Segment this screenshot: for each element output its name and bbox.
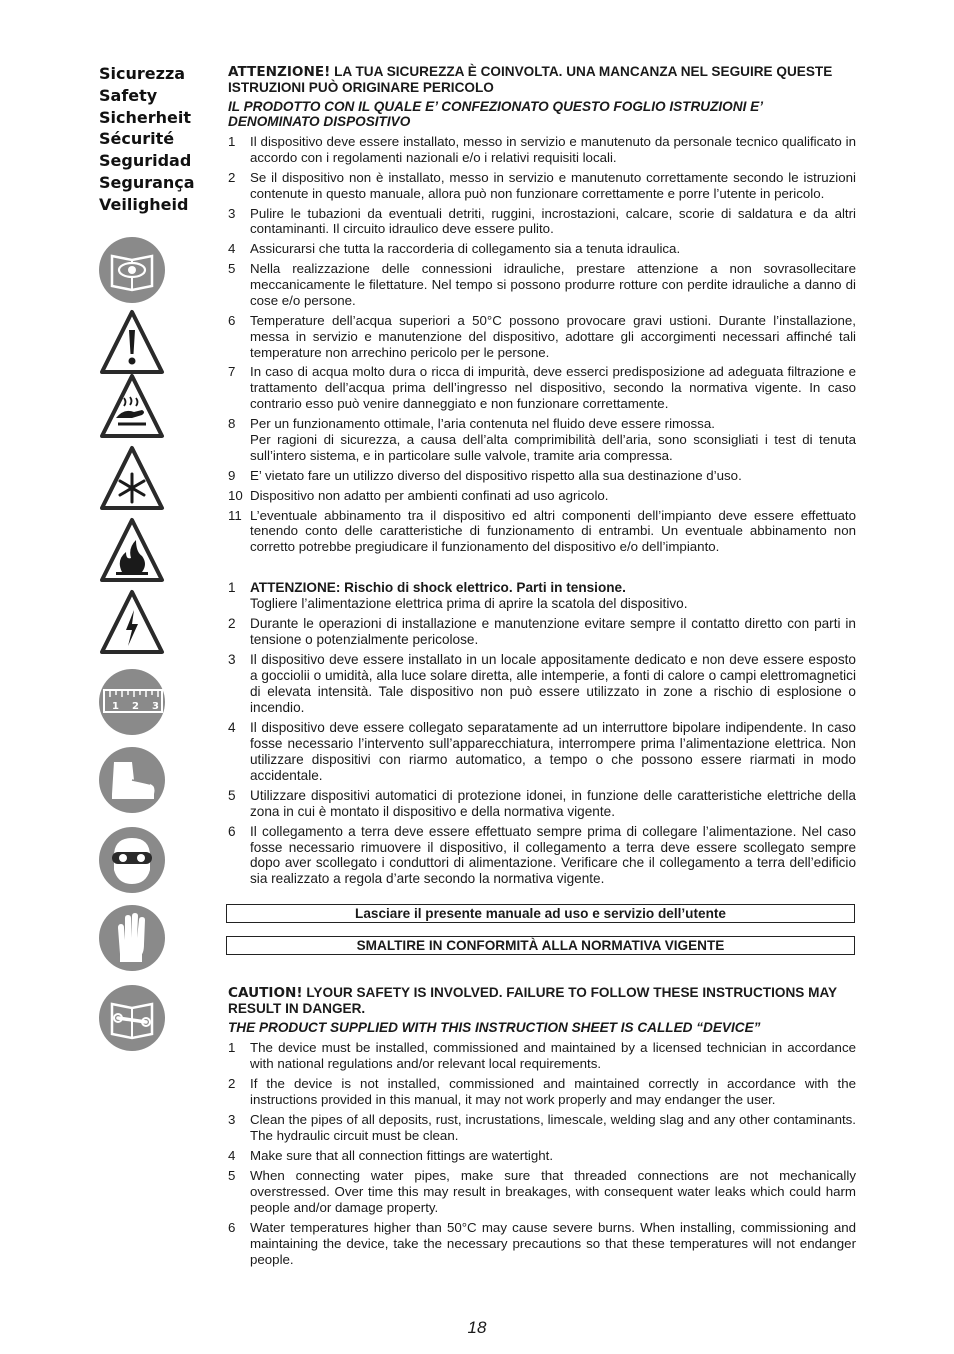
heading-french: Sécurité	[99, 129, 175, 149]
svg-text:2: 2	[132, 701, 139, 712]
item-number: 1	[228, 134, 236, 149]
frost-hazard-icon	[98, 444, 166, 512]
read-manual-icon	[98, 236, 166, 304]
dispose-notice: SMALTIRE IN CONFORMITÀ ALLA NORMATIVA VIGENTE	[226, 936, 855, 955]
italian-attention-heading: ATTENZIONE! LA TUA SICUREZZA È COINVOLTA. UNA MANCANZA NEL SEGUIRE QUESTE ISTRUZIONI PUÒ ORIGINARE PERICOLO	[228, 64, 833, 95]
item-body: Il dispositivo deve essere collegato separatamente ad un interruttore bipolare indipendente. In caso fosse necessario l’intervento sull’apparecchiatura, interrompere prima l’alimentazione elettrica. Non utilizzare dispositivi con riarmo automatico, a tempo o che possono essere riarmati in modo accidentale.	[250, 719, 856, 783]
heading-german: Sicherheit	[99, 107, 191, 127]
item-number: 4	[228, 241, 236, 257]
item-number: 2	[228, 169, 236, 185]
list-item	[228, 364, 856, 411]
item-text	[250, 134, 856, 166]
english-general-safety	[228, 985, 856, 1272]
italian-product-note: IL PRODOTTO CON IL QUALE E’ CONFEZIONATO QUESTO FOGLIO ISTRUZIONI E’ DENOMINATO DISPOSITIVO	[228, 99, 763, 129]
item-text	[250, 1040, 856, 1072]
item-body: Il dispositivo deve essere installato in un locale appositamente dedicato e non deve essere esposto a gocciolii o umidità, alla luce solare diretta, alle intemperie, a fonti di calore o campi elettromagnetici di elevata intensità. Tale dispositivo non può essere utilizzato in zone a rischio di esplosione o incendio.	[250, 652, 856, 715]
english-list	[228, 1040, 856, 1268]
warning-exclamation-icon	[98, 308, 166, 376]
item-text	[250, 364, 856, 411]
list-item	[228, 241, 856, 257]
item-text	[250, 416, 856, 463]
safety-goggles-icon	[98, 826, 166, 894]
item-body: Togliere l’alimentazione elettrica prima di aprire la scatola del dispositivo.	[250, 595, 688, 611]
manual-keep-notice: Lasciare il presente manuale ad uso e servizio dell’utente	[226, 904, 855, 923]
item-body: Dispositivo non adatto per ambienti confinati ad uso agricolo.	[250, 487, 609, 503]
item-text	[250, 241, 856, 257]
item-number: 10	[228, 487, 243, 503]
list-item	[228, 1112, 856, 1144]
list-item	[228, 313, 856, 360]
item-text	[250, 206, 856, 238]
list-item	[228, 1076, 856, 1108]
item-text	[250, 1148, 856, 1164]
item-number: 2	[228, 616, 236, 631]
page-number: 18	[467, 1318, 487, 1337]
fire-hazard-icon	[98, 516, 166, 584]
item-body: Il collegamento a terra deve essere effettuato sempre prima di collegare l’alimentazione. Nel caso fosse necessario rimuovere il dispositivo, il collegamento a terra deve essere scollegato sempre dopo aver scollegato i conduttori di alimentazione. Verificare che il collegamento a terra dell’edificio sia realizzato a regola d’arte secondo la normativa vigente.	[250, 823, 856, 887]
item-text	[250, 720, 856, 784]
item-text	[250, 616, 856, 648]
item-body: In caso di acqua molto dura o ricca di impurità, deve esserci predisposizione ad adeguata filtrazione e trattamento dell’acqua prima dell’ingresso nel dispositivo, secondo la normativa vigente. In caso contrario esso può venire danneggiato e non funzionare correttamente.	[250, 364, 856, 412]
item-body: Per un funzionamento ottimale, l’aria contenuta nel fluido deve essere rimossa.	[250, 416, 715, 432]
item-number: 5	[228, 1168, 236, 1184]
item-text	[250, 1076, 856, 1108]
item-number: 5	[228, 787, 236, 803]
item-body: Pulire le tubazioni da eventuali detriti, ruggini, incrostazioni, calcare, scorie di saldatura e da altri contaminanti. Il circuito idraulico deve essere pulito.	[250, 205, 856, 237]
item-number: 1	[228, 580, 236, 595]
heading-portuguese: Segurança	[99, 172, 195, 192]
item-body: L’eventuale abbinamento tra il dispositivo ed altri componenti dell’impianto deve essere effettuato tenendo conto delle caratteristiche di funzionamento di entrambi. Un eventuale abbinamento non corretto potrebbe pregiudicare il funzionamento del dispositivo e/o dell’impianto.	[250, 507, 856, 555]
list-item	[228, 134, 856, 166]
item-number: 1	[228, 1040, 236, 1055]
item-text	[250, 788, 856, 820]
protective-glove-icon	[98, 904, 166, 972]
list-item	[228, 824, 856, 888]
italian-general-list	[228, 134, 856, 555]
item-text	[250, 824, 856, 888]
svg-text:3: 3	[152, 701, 159, 712]
list-item	[228, 468, 856, 484]
list-item	[228, 720, 856, 784]
english-caution-heading: CAUTION! LYOUR SAFETY IS INVOLVED. FAILURE TO FOLLOW THESE INSTRUCTIONS MAY RESULT IN DANGER.	[228, 985, 837, 1016]
italian-electrical-list	[228, 580, 856, 887]
item-body: Clean the pipes of all deposits, rust, incrustations, limescale, welding slag and any other contaminants. The hydraulic circuit must be clean.	[250, 1112, 856, 1143]
heading-spanish: Seguridad	[99, 151, 192, 171]
item-text	[250, 580, 856, 612]
item-number: 3	[228, 1112, 236, 1127]
heading-english: Safety	[99, 85, 158, 105]
svg-text:1: 1	[112, 701, 119, 712]
maintenance-manual-icon	[98, 984, 166, 1052]
italian-electrical-safety	[228, 580, 856, 891]
item-body: Make sure that all connection fittings are watertight.	[250, 1148, 554, 1163]
item-number: 4	[228, 719, 236, 735]
item-text	[250, 1168, 856, 1216]
item-text	[250, 488, 856, 504]
item-number: 7	[228, 364, 236, 380]
item-body: Assicurarsi che tutta la raccorderia di collegamento sia a tenuta idraulica.	[250, 241, 681, 257]
item-body: The device must be installed, commissioned and maintained by a licensed technician in accordance with national regulations and/or relevant local requirements.	[250, 1040, 856, 1071]
electric-shock-icon	[98, 588, 166, 656]
item-body: Utilizzare dispositivi automatici di protezione idonei, in funzione delle caratteristiche elettriche della zona in cui è montato il dispositivo e della normativa vigente.	[250, 787, 856, 819]
list-item	[228, 488, 856, 504]
italian-general-safety	[228, 64, 856, 559]
item-text	[250, 261, 856, 308]
list-item	[228, 616, 856, 648]
safety-language-headings	[99, 63, 224, 216]
item-text	[250, 1220, 856, 1268]
safety-boot-icon	[98, 746, 166, 814]
item-body: Water temperatures higher than 50°C may cause severe burns. When installing, commissioning and maintaining the device, take the necessary precautions so that these temperatures will not endanger people.	[250, 1220, 856, 1267]
item-body: Durante le operazioni di installazione e manutenzione evitare sempre il contatto diretto con parti in tensione o potenzialmente pericolose.	[250, 616, 856, 647]
item-number: 6	[228, 312, 236, 328]
item-number: 6	[228, 1220, 236, 1235]
list-item	[228, 788, 856, 820]
item-number: 4	[228, 1148, 236, 1163]
list-item	[228, 580, 856, 612]
item-body: Il dispositivo deve essere installato, messo in servizio e manutenuto da personale tecnico qualificato in accordo con i regolamenti nazionali e/o i relativi requisiti locali.	[250, 134, 856, 165]
item-number: 3	[228, 652, 236, 667]
list-item	[228, 508, 856, 555]
item-bold-warning: ATTENZIONE: Rischio di shock elettrico. Parti in tensione.	[250, 580, 626, 595]
item-number: 5	[228, 261, 236, 277]
item-number: 11	[228, 507, 242, 523]
list-item	[228, 170, 856, 202]
item-number: 3	[228, 205, 236, 221]
list-item	[228, 1168, 856, 1216]
measure-ruler-icon	[98, 668, 166, 736]
list-item	[228, 416, 856, 463]
item-body-continued: Per ragioni di sicurezza, a causa dell’alta comprimibilità dell’aria, sono sconsigliati i test di tenuta sull’intero sistema, e in particolare sulle valvole, tramite aria compressa.	[250, 431, 856, 463]
hot-surface-icon	[98, 372, 166, 440]
heading-italian: Sicurezza	[99, 64, 186, 83]
item-text	[250, 313, 856, 360]
item-body: Nella realizzazione delle connessioni idrauliche, prestare attenzione a non sovrasollecitare meccanicamente le filettature. Nel tempo si possono produrre rotture con perdite idrauliche a danno di cose e/o persone.	[250, 261, 856, 308]
english-product-note: THE PRODUCT SUPPLIED WITH THIS INSTRUCTION SHEET IS CALLED “DEVICE”	[228, 1020, 761, 1035]
heading-dutch: Veiligheid	[99, 194, 189, 214]
list-item	[228, 261, 856, 308]
item-body: E’ vietato fare un utilizzo diverso del dispositivo rispetto alla sua destinazione d’uso.	[250, 467, 742, 483]
item-text	[250, 468, 856, 484]
item-number: 2	[228, 1076, 236, 1091]
list-item	[228, 1220, 856, 1268]
list-item	[228, 206, 856, 238]
item-body: Se il dispositivo non è installato, messo in servizio e manutenuto correttamente secondo le istruzioni contenute in questo manuale, allora può non funzionare correttamente e porre l’utente in pericolo.	[250, 169, 856, 201]
item-number: 9	[228, 467, 236, 483]
list-item	[228, 1040, 856, 1072]
item-text	[250, 170, 856, 202]
item-text	[250, 508, 856, 555]
list-item	[228, 652, 856, 716]
item-number: 6	[228, 823, 236, 839]
list-item	[228, 1148, 856, 1164]
item-body: Temperature dell’acqua superiori a 50°C possono provocare gravi ustioni. Durante l’installazione, messa in servizio e manutenzione del dispositivo, adottare gli accorgimenti necessari affinché tali temperature non arrechino pericolo per le persone.	[250, 312, 856, 360]
item-body: If the device is not installed, commissioned and maintained correctly in accordance with the instructions provided in this manual, it may not work properly and may endanger the user.	[250, 1076, 856, 1107]
item-number: 8	[228, 416, 236, 432]
item-text	[250, 1112, 856, 1144]
item-body: When connecting water pipes, make sure that threaded connections are not mechanically overstressed. Over time this may result in breakages, with consequent water leaks which could harm people and/or damage property.	[250, 1168, 856, 1215]
item-text	[250, 652, 856, 716]
